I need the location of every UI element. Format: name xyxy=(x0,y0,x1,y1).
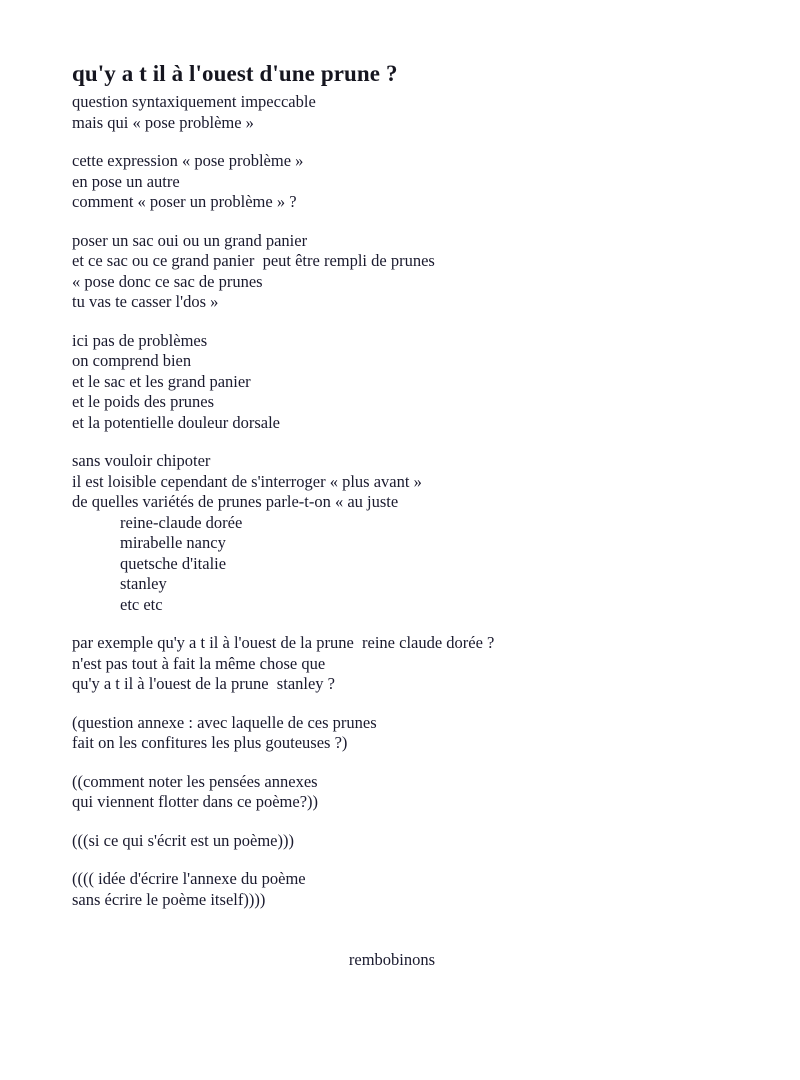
poem-line: on comprend bien xyxy=(72,351,192,371)
poem-line: (((si ce qui s'écrit est un poème))) xyxy=(72,830,294,850)
poem-line: qui viennent flotter dans ce poème?)) xyxy=(72,792,319,812)
poem-body xyxy=(72,58,712,971)
poem-line: n'est pas tout à fait la même chose que xyxy=(72,653,326,673)
poem-line: mais qui « pose problème » xyxy=(72,112,254,132)
poem-line: question syntaxiquement impeccable xyxy=(72,92,316,112)
poem-line: il est loisible cependant de s'interroger « plus avant » xyxy=(72,471,422,491)
poem-line-variety: stanley xyxy=(120,574,167,594)
poem-line-variety: quetsche d'italie xyxy=(120,553,227,573)
poem-line: cette expression « pose problème » xyxy=(72,151,304,171)
poem-line-variety: reine-claude dorée xyxy=(120,512,243,532)
poem-line: fait on les confitures les plus gouteuses ?) xyxy=(72,733,348,753)
poem-line: comment « poser un problème » ? xyxy=(72,192,297,212)
poem-line: et la potentielle douleur dorsale xyxy=(72,412,281,432)
poem-line: qu'y a t il à l'ouest de la prune stanley ? xyxy=(72,674,335,694)
poem-line: et ce sac ou ce grand panier peut être rempli de prunes xyxy=(72,251,435,271)
stanza-9 xyxy=(72,831,712,852)
poem-line: tu vas te casser l'dos » xyxy=(72,292,219,312)
stanza-3 xyxy=(72,231,712,313)
poem-line: sans écrire le poème itself)))) xyxy=(72,889,266,909)
poem-line-variety: mirabelle nancy xyxy=(120,533,226,553)
stanza-10 xyxy=(72,869,712,910)
poem-line: et le poids des prunes xyxy=(72,392,215,412)
poem-line: « pose donc ce sac de prunes xyxy=(72,271,263,291)
poem-line-variety: etc etc xyxy=(120,594,163,614)
poem-line: en pose un autre xyxy=(72,171,180,191)
poem-line: de quelles variétés de prunes parle-t-on « au juste xyxy=(72,492,399,512)
page-title: qu'y a t il à l'ouest d'une prune ? xyxy=(72,61,398,86)
stanza-4 xyxy=(72,331,712,434)
stanza-7 xyxy=(72,713,712,754)
poem-line: poser un sac oui ou un grand panier xyxy=(72,230,308,250)
closing-block xyxy=(72,950,712,971)
stanza-2 xyxy=(72,151,712,213)
stanza-8 xyxy=(72,772,712,813)
poem-line: ((comment noter les pensées annexes xyxy=(72,771,318,791)
stanza-5 xyxy=(72,451,712,615)
poem-line: (question annexe : avec laquelle de ces prunes xyxy=(72,712,377,732)
closing-word: rembobinons xyxy=(348,950,436,970)
poem-line: (((( idée d'écrire l'annexe du poème xyxy=(72,869,306,889)
poem-line: par exemple qu'y a t il à l'ouest de la prune reine claude dorée ? xyxy=(72,633,495,653)
stanza-6 xyxy=(72,633,712,695)
poem-line: ici pas de problèmes xyxy=(72,330,208,350)
stanza-1 xyxy=(72,92,712,133)
poem-line: et le sac et les grand panier xyxy=(72,371,251,391)
poem-line: sans vouloir chipoter xyxy=(72,451,211,471)
